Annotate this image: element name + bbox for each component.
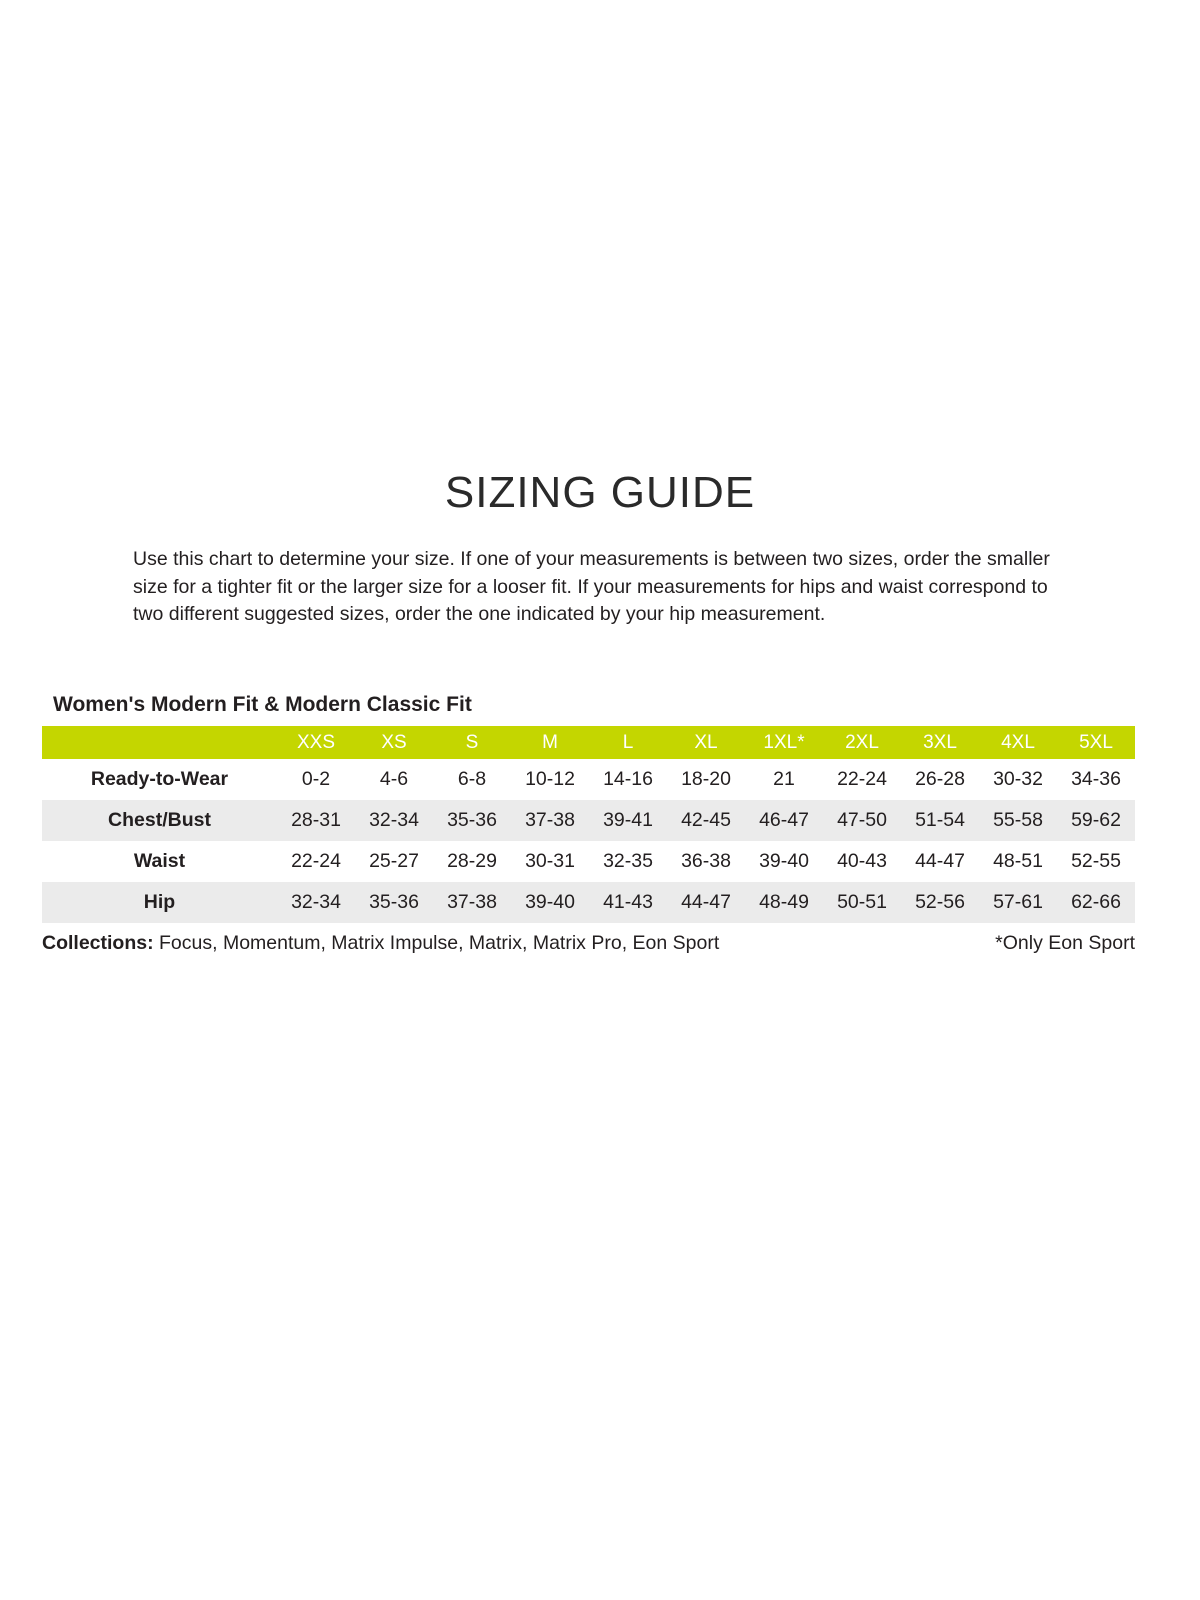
size-cell: 39-40 bbox=[525, 891, 575, 914]
size-cell: 36-38 bbox=[681, 850, 731, 873]
size-cell: 48-49 bbox=[759, 891, 809, 914]
size-cell: 18-20 bbox=[681, 768, 731, 791]
size-cell: 52-56 bbox=[915, 891, 965, 914]
size-cell: 44-47 bbox=[915, 850, 965, 873]
size-cell: 47-50 bbox=[837, 809, 887, 832]
size-cell: 39-40 bbox=[759, 850, 809, 873]
size-table-header bbox=[42, 726, 1135, 759]
row-label: Waist bbox=[133, 850, 186, 873]
size-cell: 48-51 bbox=[993, 850, 1043, 873]
size-cell: 22-24 bbox=[837, 768, 887, 791]
collections-list: Focus, Momentum, Matrix Impulse, Matrix, Matrix Pro, Eon Sport bbox=[153, 932, 720, 955]
size-cell: 34-36 bbox=[1071, 768, 1121, 791]
size-cell: 0-2 bbox=[301, 768, 331, 791]
column-header: XL bbox=[667, 726, 745, 759]
column-header: 1XL* bbox=[745, 726, 823, 759]
footnote: *Only Eon Sport bbox=[995, 932, 1135, 955]
column-header: XXS bbox=[277, 726, 355, 759]
size-cell: 4-6 bbox=[379, 768, 409, 791]
size-cell: 28-29 bbox=[447, 850, 497, 873]
column-header: 5XL bbox=[1057, 726, 1135, 759]
page-title: SIZING GUIDE bbox=[444, 468, 756, 517]
row-label: Chest/Bust bbox=[108, 809, 211, 832]
size-table-header-row bbox=[42, 726, 1135, 759]
size-cell: 50-51 bbox=[837, 891, 887, 914]
size-cell: 62-66 bbox=[1071, 891, 1121, 914]
column-header: XS bbox=[355, 726, 433, 759]
table-row bbox=[42, 882, 1135, 923]
size-cell: 37-38 bbox=[525, 809, 575, 832]
size-table-body bbox=[42, 759, 1135, 923]
column-header: M bbox=[511, 726, 589, 759]
size-cell: 32-34 bbox=[291, 891, 341, 914]
size-cell: 10-12 bbox=[525, 768, 575, 791]
column-header: S bbox=[433, 726, 511, 759]
size-cell: 26-28 bbox=[915, 768, 965, 791]
size-cell: 37-38 bbox=[447, 891, 497, 914]
size-cell: 35-36 bbox=[447, 809, 497, 832]
size-cell: 40-43 bbox=[837, 850, 887, 873]
size-cell: 25-27 bbox=[369, 850, 419, 873]
size-cell: 51-54 bbox=[915, 809, 965, 832]
size-cell: 57-61 bbox=[993, 891, 1043, 914]
table-row bbox=[42, 800, 1135, 841]
table-row bbox=[42, 759, 1135, 800]
size-cell: 42-45 bbox=[681, 809, 731, 832]
table-row bbox=[42, 841, 1135, 882]
size-cell: 35-36 bbox=[369, 891, 419, 914]
size-cell: 32-35 bbox=[603, 850, 653, 873]
column-header: 3XL bbox=[901, 726, 979, 759]
size-cell: 28-31 bbox=[291, 809, 341, 832]
size-cell: 52-55 bbox=[1071, 850, 1121, 873]
column-header: 4XL bbox=[979, 726, 1057, 759]
size-cell: 30-31 bbox=[525, 850, 575, 873]
size-cell: 46-47 bbox=[759, 809, 809, 832]
size-cell: 55-58 bbox=[993, 809, 1043, 832]
row-label: Hip bbox=[143, 891, 176, 914]
table-footer bbox=[42, 932, 1135, 955]
size-cell: 44-47 bbox=[681, 891, 731, 914]
size-cell: 6-8 bbox=[457, 768, 487, 791]
row-label: Ready-to-Wear bbox=[90, 768, 229, 791]
size-cell: 39-41 bbox=[603, 809, 653, 832]
size-table bbox=[42, 726, 1135, 923]
size-cell: 21 bbox=[773, 768, 795, 791]
size-cell: 32-34 bbox=[369, 809, 419, 832]
size-cell: 59-62 bbox=[1071, 809, 1121, 832]
collections-note bbox=[42, 932, 719, 955]
size-cell: 41-43 bbox=[603, 891, 653, 914]
size-cell: 30-32 bbox=[993, 768, 1043, 791]
corner-cell bbox=[42, 726, 277, 759]
intro-text: Use this chart to determine your size. If one of your measurements is between two sizes, order the smaller size for a tighter fit or the larger size for a looser fit. If your measurements for hips and waist correspond to two different suggested sizes, order the one indicated by your hip measurement. bbox=[133, 548, 1050, 626]
section-heading: Women's Modern Fit & Modern Classic Fit bbox=[53, 693, 472, 717]
collections-label: Collections: bbox=[42, 932, 154, 955]
column-header: 2XL bbox=[823, 726, 901, 759]
size-cell: 22-24 bbox=[291, 850, 341, 873]
size-cell: 14-16 bbox=[603, 768, 653, 791]
column-header: L bbox=[589, 726, 667, 759]
